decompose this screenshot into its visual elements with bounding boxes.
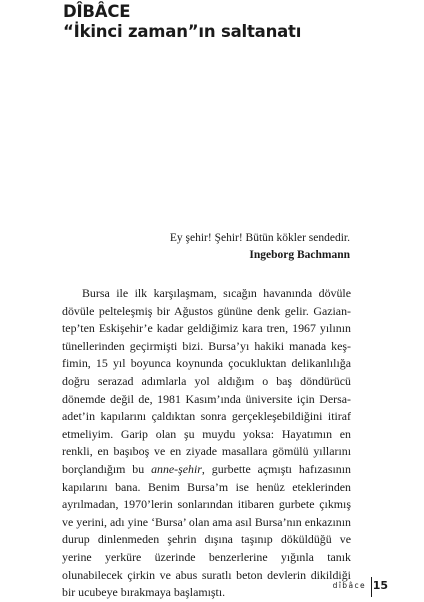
paragraph <box>62 285 351 602</box>
epigraph <box>50 230 350 264</box>
running-title: dîbâce <box>332 581 366 590</box>
chapter-heading <box>63 2 301 42</box>
epigraph-author: Ingeborg Bachmann <box>249 249 350 261</box>
emphasized-term: anne-şehir <box>151 461 202 476</box>
paragraph-text-start: Bursa ile ilk karşılaşmam, sıcağın havanında dövüle dövüle pelteleşmiş bir Ağustos gününe denk gelir. Gaziantep’ten Eskişehir’e kadar geldiğimiz kara tren, 1967 yılının tünellerinden geçirmişti bizi. Bursa’yı hakiki manada keşfimin, 15 yıl boyunca koynunda çocukluktan delikanlılığa doğru serazad adımlarla yol aldığım o baş döndürücü dönemde değil de, 1981 Kasım’ında üniversite için Dersaadet’in kapılarını çaldıktan sonra gerçekleşebildiğini itiraf etmeliyim. Garip olan şu muydu yoksa: Hayatımın en renkli, en başıboş ve en ziyade masallara gömülü yıllarını borçlandığım bu <box>62 286 351 476</box>
page-number: 15 <box>372 579 388 592</box>
epigraph-quote: Ey şehir! Şehir! Bütün kökler sendedir. <box>169 232 350 244</box>
chapter-title: DÎBÂCE <box>63 2 131 21</box>
paragraph-text-end: , gurbette açmıştı hafızasının kapılarını bana. Benim Bursa’m ise henüz eteklerinden ayrılmadan, 1970’lerin sonlarından itibaren gurbete çıkmış ve yerini, adı yine ‘Bursa’ olan ama asıl Bursa’nın enkazının durup dinlenmeden şehrin dışına taşınıp döküldüğü ve yerine yerküre üzerinde benzerlerine yığınla tanık olunabilecek çirkin ve abus suratlı beton devlerin dikildiği bir ucubeye bırakmaya başlamıştı. <box>62 461 351 600</box>
body-text <box>62 285 351 602</box>
page-footer <box>224 577 424 599</box>
chapter-subtitle: “İkinci zaman”ın saltanatı <box>63 22 302 41</box>
